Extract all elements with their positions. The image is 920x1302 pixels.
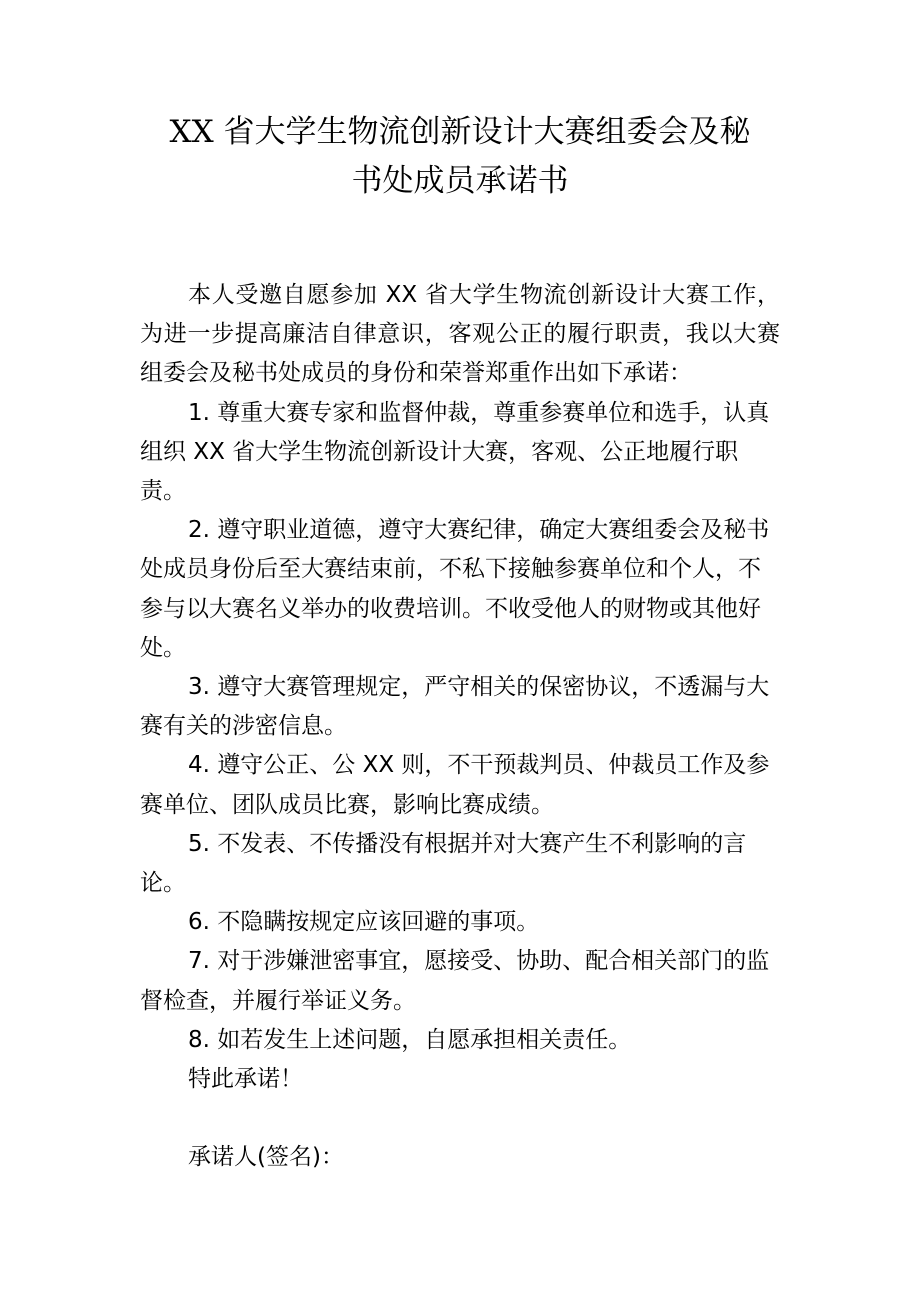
pledge-item-8: 8. 如若发生上述问题，自愿承担相关责任。 — [188, 1026, 632, 1053]
pledge-item-3: 3. 遵守大赛管理规定，严守相关的保密协议，不透漏与大赛有关的涉密信息。 — [140, 674, 770, 740]
pledge-item-2: 2. 遵守职业道德，遵守大赛纪律，确定大赛组委会及秘书处成员身份后至大赛结束前，不私下接触参赛单位和个人，不参与以大赛名义举办的收费培训。不收受他人的财物或其他好处。 — [140, 517, 770, 661]
signature-label: 承诺人(签名)： — [188, 1144, 344, 1171]
pledge-item-1: 1. 尊重大赛专家和监督仲裁，尊重参赛单位和选手，认真组织 XX 省大学生物流创新设计大赛，客观、公正地履行职责。 — [140, 399, 770, 505]
pledge-item-5: 5. 不发表、不传播没有根据并对大赛产生不利影响的言论。 — [140, 830, 747, 897]
title-line-2: 书处成员承诺书 — [351, 163, 569, 199]
document-body — [140, 276, 780, 1177]
document-title — [140, 108, 780, 206]
intro-paragraph: 本人受邀自愿参加 XX 省大学生物流创新设计大赛工作，为进一步提高廉洁自律意识，客观公正的履行职责，我以大赛组委会及秘书处成员的身份和荣誉郑重作出如下承诺： — [140, 282, 780, 387]
title-line-1: XX 省大学生物流创新设计大赛组委会及秘 — [169, 114, 751, 150]
pledge-item-4: 4. 遵守公正、公 XX 则，不干预裁判员、仲裁员工作及参赛单位、团队成员比赛，影响比赛成绩。 — [140, 752, 770, 818]
pledge-item-7: 7. 对于涉嫌泄密事宜，愿接受、协助、配合相关部门的监督检查，并履行举证义务。 — [140, 948, 770, 1014]
pledge-item-6: 6. 不隐瞒按规定应该回避的事项。 — [188, 909, 540, 936]
closing-statement: 特此承诺！ — [188, 1066, 303, 1093]
